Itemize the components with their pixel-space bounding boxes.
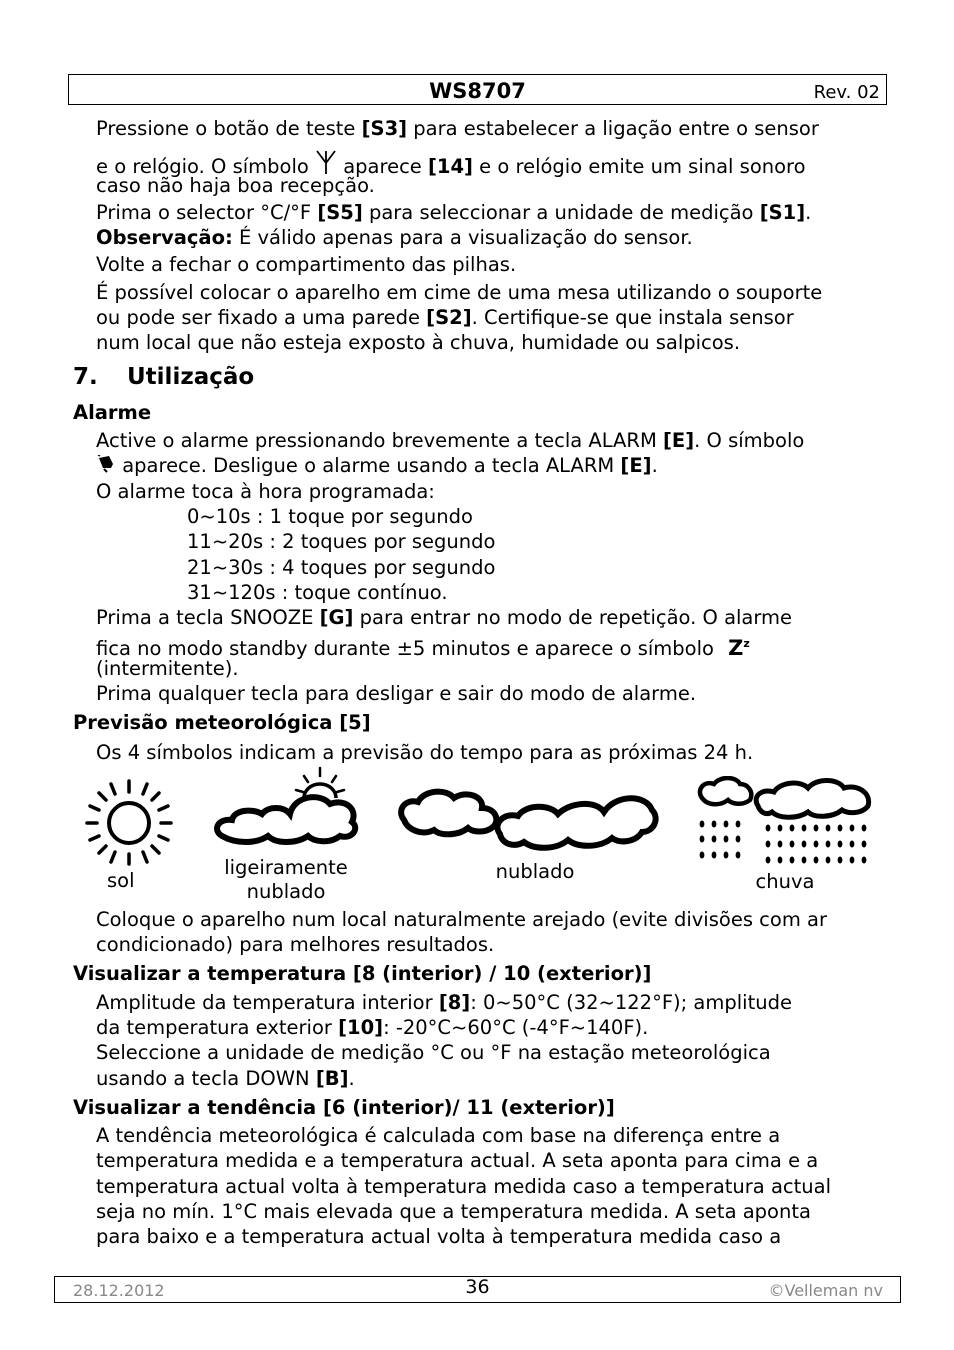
mount-line-2: ou pode ser fixado a uma parede [S2]. Certifique-se que instala sensor (96, 306, 794, 329)
partly-cloudy-icon (212, 766, 362, 850)
temperature-line-3: Seleccione a unidade de medição °C ou °F na estação meteorológica (96, 1041, 771, 1064)
alarm-rate: 31~120s : toque contínuo. (187, 581, 448, 604)
trend-line: temperatura actual volta à temperatura medida caso a temperatura actual (96, 1175, 831, 1198)
section-heading: 7. Utilização (73, 364, 255, 390)
forecast-heading: Previsão meteorológica [5] (73, 711, 371, 734)
alarm-heading: Alarme (73, 401, 152, 424)
model-name: WS8707 (429, 79, 526, 103)
sun-label: sol (107, 869, 135, 892)
footer-copyright: ©Velleman nv (768, 1281, 883, 1300)
temperature-line-2: da temperatura exterior [10]: -20°C~60°C (-4°F~140F). (96, 1016, 649, 1039)
alarm-rate: 21~30s : 4 toques por segundo (187, 556, 496, 579)
snooze-line-1: Prima a tecla SNOOZE [G] para entrar no modo de repetição. O alarme (96, 606, 793, 629)
mount-line-3: num local que não esteja exposto à chuva, humidade ou salpicos. (96, 331, 741, 354)
revision: Rev. 02 (813, 82, 880, 103)
temperature-line-1: Amplitude da temperatura interior [8]: 0~50°C (32~122°F); amplitude (96, 991, 792, 1014)
intro-line-3: caso não haja boa recepção. (96, 174, 375, 197)
alarm-rate: 11~20s : 2 toques por segundo (187, 530, 496, 553)
snooze-line-2: fica no modo standby durante ±5 minutos e aparece o símbolo $Z^z$ (96, 636, 750, 660)
rain-icon (696, 776, 878, 868)
alarm-rate: 0~10s : 1 toque por segundo (187, 505, 473, 528)
alarm-line-1: Active o alarme pressionando brevemente a tecla ALARM [E]. O símbolo (96, 429, 805, 452)
temperature-heading: Visualizar a temperatura [8 (interior) / 10 (exterior)] (73, 962, 652, 985)
trend-line: para baixo e a temperatura actual volta à temperatura medida caso a (96, 1225, 782, 1248)
battery-line: Volte a fechar o compartimento das pilhas. (96, 253, 517, 276)
cloudy-icon (396, 784, 660, 856)
snooze-line-4: Prima qualquer tecla para desligar e sair do modo de alarme. (96, 682, 697, 705)
trend-heading: Visualizar a tendência [6 (interior)/ 11 (exterior)] (73, 1096, 615, 1119)
footer-date: 28.12.2012 (73, 1281, 165, 1300)
snooze-line-3: (intermitente). (96, 657, 239, 680)
temperature-line-4: usando a tecla DOWN [B]. (96, 1067, 355, 1090)
mount-line-1: É possível colocar o aparelho em cime de uma mesa utilizando o souporte (96, 281, 823, 304)
cloudy-label: nublado (495, 860, 575, 883)
intro-line-1: Pressione o botão de teste [S3] para estabelecer a ligação entre o sensor (96, 117, 819, 140)
rain-label: chuva (755, 870, 815, 893)
forecast-intro: Os 4 símbolos indicam a previsão do tempo para as próximas 24 h. (96, 741, 754, 764)
page-number: 36 (465, 1276, 490, 1298)
page-footer (54, 1276, 901, 1303)
note-line: Observação: É válido apenas para a visualização do sensor. (96, 226, 693, 249)
alarm-line-2: aparece. Desligue o alarme usando a tecla ALARM [E]. (96, 454, 658, 478)
placement-line-1: Coloque o aparelho num local naturalmente arejado (evite divisões com ar (96, 908, 827, 931)
bell-icon (96, 455, 116, 473)
unit-selector-line: Prima o selector °C/°F [S5] para seleccionar a unidade de medição [S1]. (96, 201, 812, 224)
snooze-icon: $Z^z$ (728, 636, 750, 660)
placement-line-2: condicionado) para melhores resultados. (96, 933, 495, 956)
alarm-line-3: O alarme toca à hora programada: (96, 480, 435, 503)
partly-cloudy-label: ligeiramente nublado (224, 856, 348, 903)
trend-line: seja no mín. 1°C mais elevada que a temperatura medida. A seta aponta (96, 1200, 811, 1223)
sun-icon (84, 778, 174, 866)
antenna-icon (315, 149, 337, 175)
trend-line: temperatura medida e a temperatura actual. A seta aponta para cima e a (96, 1149, 819, 1172)
trend-line: A tendência meteorológica é calculada com base na diferença entre a (96, 1124, 781, 1147)
page-header (68, 74, 887, 105)
intro-line-2: e o relógio. O símbolo aparece [14] e o relógio emite um sinal sonoro (96, 149, 806, 179)
